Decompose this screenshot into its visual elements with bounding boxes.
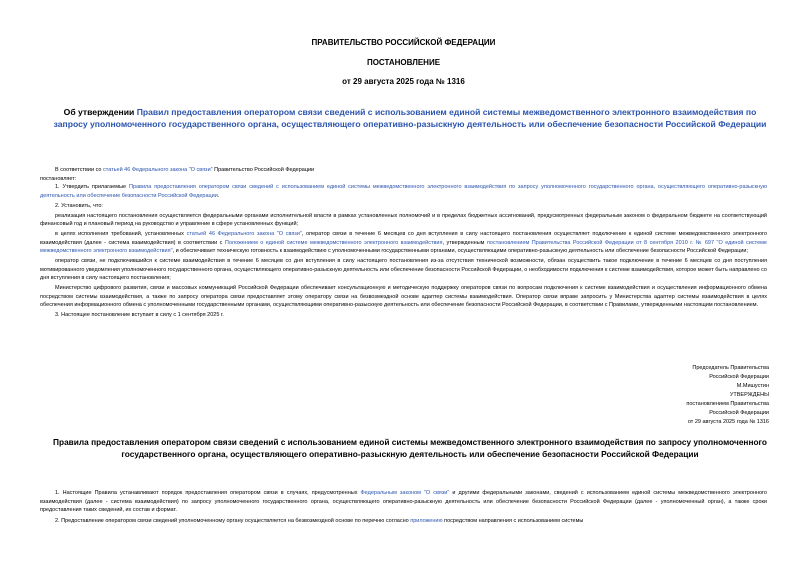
rule-1-text: 1. Настоящие Правила устанавливают порядок предоставления оператором связи в случаях, предусмотренных <box>55 490 361 496</box>
p2b-text-3: , утвержденным <box>442 239 487 246</box>
approved-by-2: Российской Федерации <box>709 410 769 416</box>
intro-text: В соответствии со <box>55 167 103 173</box>
rules-title: Правила предоставления оператором связи сведений с использованием единой системы межведомственного электронного взаимодействия по запросу уполномоченного государственного органа, осуществляющего оперативно-разыскную деятельность или обеспечение безопасности Российской Федерации <box>53 437 767 459</box>
decree-word: постановляет: <box>40 175 77 182</box>
signer-position-2: Российской Федерации <box>709 374 769 380</box>
p1-text: 1. Утвердить прилагаемые <box>55 184 129 190</box>
doc-type-heading: ПОСТАНОВЛЕНИЕ <box>366 58 441 67</box>
p2b-text-4: , и обеспечивает техническую готовность к взаимодействию с уполномоченными государственными органами, осуществляющими оперативно-разыскную деятельность или обеспечение безопасности Российской Федерации; <box>172 248 749 254</box>
rule-2-text-end: посредством направления с использованием системы <box>442 517 584 524</box>
regulation-link[interactable]: Положением о единой системе межведомственного электронного взаимодействия <box>224 239 443 246</box>
p2b-text-1: в целях исполнения требований, установленных <box>55 231 187 237</box>
intro-text-end: Правительство Российской Федерации <box>212 167 315 173</box>
approved-by-1: постановлением Правительства <box>686 401 769 407</box>
paragraph-2d: Министерство цифрового развития, связи и массовых коммуникаций Российской Федерации обеспечивает консультационную и методическую поддержку операторов связи по вопросам подключения к системе взаимодействия и осуществления информационного обмена посредством системы взаимодействия, а также по запросу оператора связи предоставляет этому оператору связи на безвозмездной основе адаптер системы взаимодействия. Оператор связи вправе запросить у Министерства адаптер системы взаимодействия в целях обеспечения информационного обмена с уполномоченными государственными органами, осуществляющими оперативно-разыскную деятельность или обеспечение безопасности Российской Федерации, в соответствии с Правилами, утвержденными настоящим постановлением. <box>40 285 767 308</box>
rule-1-text-end: и другими федеральными законами, сведений с использованием единой системы межведомственного электронного взаимодействия (далее - система взаимодействия) по запросу уполномоченного государственного органа, осуществляющего оперативно-разыскную деятельность или обеспечение безопасности Российской Федерации (далее - уполномоченный орган), а также сроки предоставления таких сведений, их состав и формат. <box>40 490 767 513</box>
federal-law-link[interactable]: Федеральным законом "О связи" <box>360 490 450 496</box>
p2b-text-2: , оператор связи в течение 6 месяцев со дня вступления в силу настоящего постановления осуществляет подключение к единой системе межведомственного электронного взаимодействия (далее - система взаимодействия) в соответствии с <box>40 231 767 246</box>
paragraph-3: 3. Настоящее постановление вступает в силу с 1 сентября 2025 г. <box>55 312 224 318</box>
approved-date: от 29 августа 2025 года № 1316 <box>687 419 769 425</box>
law-article-link-2[interactable]: статьей 46 Федерального закона "О связи" <box>186 231 302 237</box>
rule-2 <box>40 517 767 526</box>
government-heading: ПРАВИТЕЛЬСТВО РОССИЙСКОЙ ФЕДЕРАЦИИ <box>311 38 496 47</box>
law-article-link[interactable]: статьей 46 Федерального закона "О связи" <box>102 167 213 173</box>
signer-position-1: Председатель Правительства <box>692 365 769 371</box>
paragraph-2c: оператор связи, не подключившийся к системе взаимодействия в течение 6 месяцев со дня вступления в силу настоящего постановления из-за отсутствия технической возможности, обязан осуществить такое подключение в течение 6 месяцев со дня поступления мотивированного уведомления уполномоченного государственного органа, осуществляющего оперативно-разыскную деятельность или обеспечение безопасности Российской Федерации, о необходимости подключения к системе взаимодействия, которое может быть направлено со дня вступления в силу настоящего постановления; <box>40 258 767 281</box>
approved-label: УТВЕРЖДЕНЫ <box>729 392 769 398</box>
paragraph-2a: реализация настоящего постановления осуществляется федеральными органами исполнительной власти в рамках установленных полномочий и в пределах бюджетных ассигнований, предусмотренных федеральным законом о федеральном бюджете на соответствующий финансовый год и плановый период на руководство и управление в сфере установленных функций; <box>40 212 767 227</box>
title-rules-link[interactable]: Правил предоставления оператором связи сведений с использованием единой системы межведомственного электронного взаимодействия по запросу уполномоченного государственного органа, осуществляющего оперативно-разыскную деятельность или обеспечение безопасности Российской Федерации <box>53 107 767 129</box>
decree-697-link[interactable]: постановлением Правительства Российской Федерации от 8 сентября 2010 г. № 697 "О единой системе межведомственного электронного взаимодействия" <box>40 239 767 254</box>
paragraph-1 <box>40 183 767 200</box>
title-prefix: Об утверждении <box>63 107 137 117</box>
document-title <box>50 106 770 130</box>
intro-paragraph <box>40 166 767 175</box>
rule-1 <box>40 489 767 515</box>
appendix-link[interactable]: приложению <box>410 517 443 524</box>
p1-end: . <box>217 192 220 199</box>
rules-link[interactable]: Правила предоставления оператором связи сведений с использованием единой системы межведомственного электронного взаимодействия по запросу уполномоченного государственного органа, осуществляющего оперативно-разыскную деятельность или обеспечение безопасности Российской Федерации <box>40 184 767 199</box>
signature-block <box>686 364 769 427</box>
rules-body <box>40 489 767 527</box>
rule-2-text: 2. Предоставление оператором связи сведений уполномоченному органу осуществляется на безвозмездной основе по перечню согласно <box>55 517 411 524</box>
signer-name: М.Мишустин <box>736 383 769 389</box>
decree-body <box>40 166 767 320</box>
paragraph-2b <box>40 230 767 256</box>
paragraph-2: 2. Установить, что: <box>55 202 103 209</box>
date-number: от 29 августа 2025 года № 1316 <box>342 77 465 86</box>
